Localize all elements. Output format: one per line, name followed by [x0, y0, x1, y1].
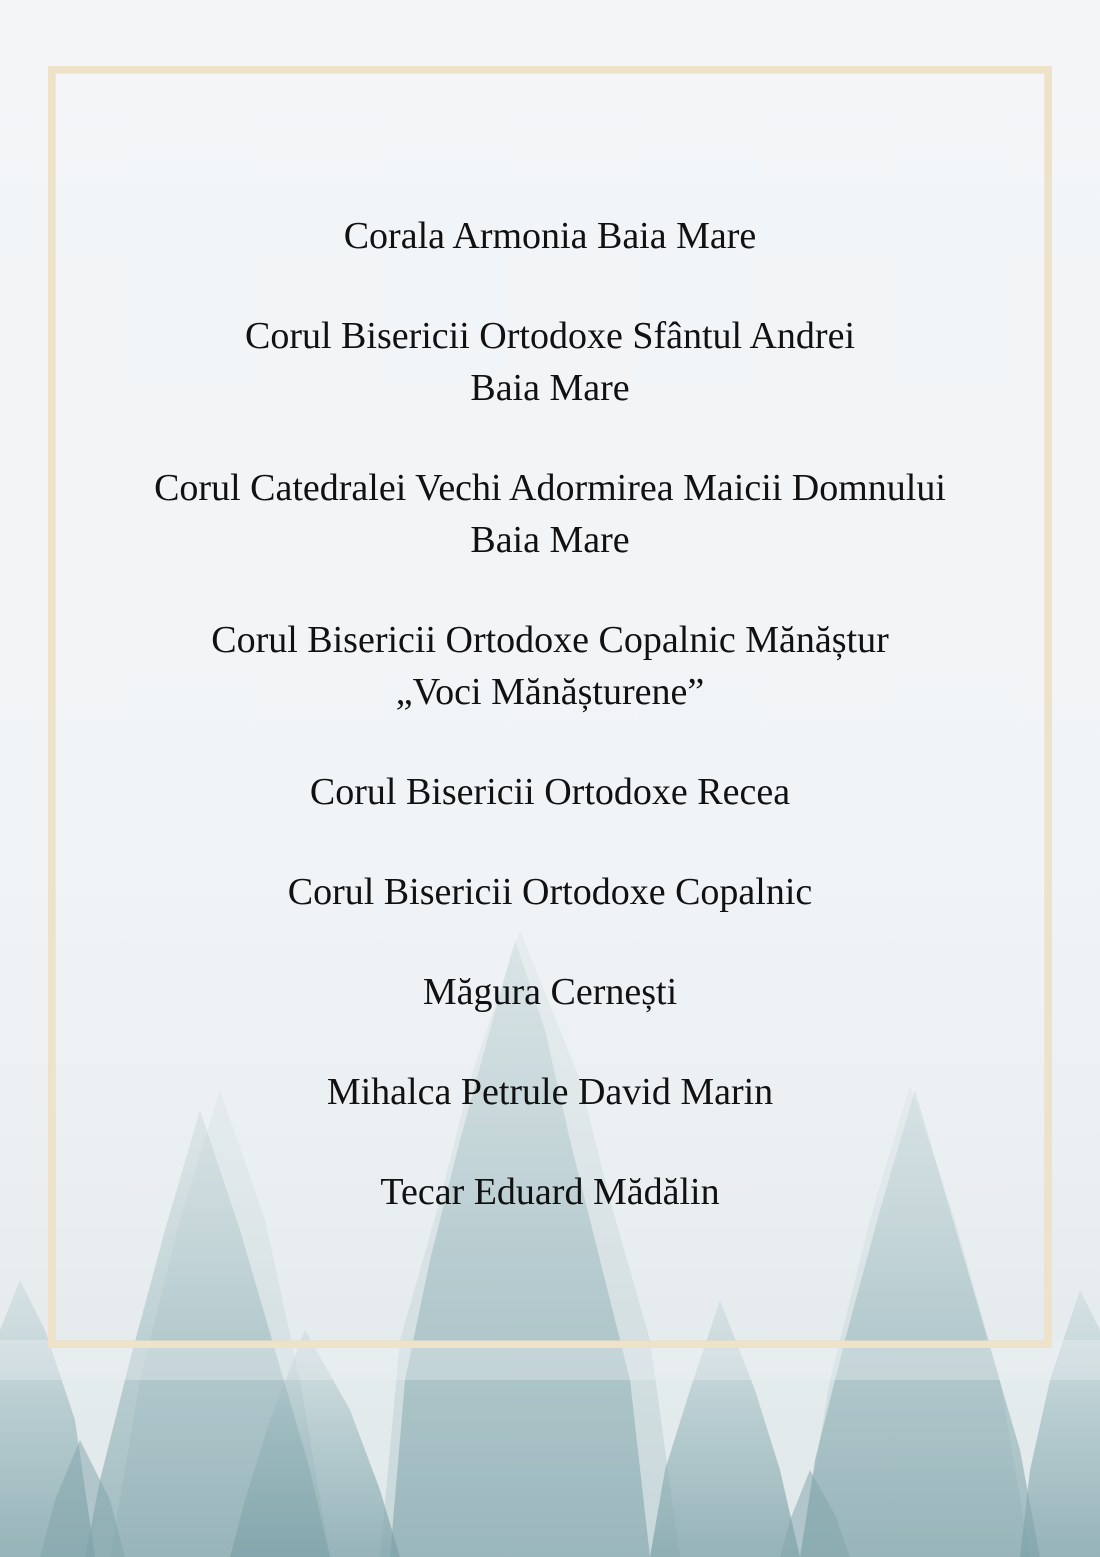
list-item — [48, 866, 1052, 918]
list-item — [48, 766, 1052, 818]
list-item — [48, 966, 1052, 1018]
entry-line: „Voci Mănășturene” — [395, 671, 705, 713]
entry-line: Măgura Cernești — [422, 971, 678, 1013]
entry-line: Baia Mare — [470, 519, 630, 561]
entry-line: Corala Armonia Baia Mare — [343, 215, 757, 257]
list-item — [48, 1166, 1052, 1218]
entry-line: Corul Bisericii Ortodoxe Copalnic — [287, 871, 813, 913]
list-item — [48, 462, 1052, 566]
entry-line: Corul Bisericii Ortodoxe Sfântul Andrei — [244, 315, 856, 357]
list-item — [48, 210, 1052, 262]
list-item — [48, 310, 1052, 414]
performers-list — [48, 210, 1052, 1266]
entry-line: Corul Bisericii Ortodoxe Recea — [309, 771, 791, 813]
entry-line: Baia Mare — [470, 367, 630, 409]
list-item — [48, 614, 1052, 718]
entry-line: Corul Catedralei Vechi Adormirea Maicii Domnului — [154, 467, 946, 509]
entry-line: Tecar Eduard Mădălin — [380, 1171, 720, 1213]
entry-line: Mihalca Petrule David Marin — [326, 1071, 774, 1113]
entry-line: Corul Bisericii Ortodoxe Copalnic Mănăștur — [211, 619, 889, 661]
list-item — [48, 1066, 1052, 1118]
